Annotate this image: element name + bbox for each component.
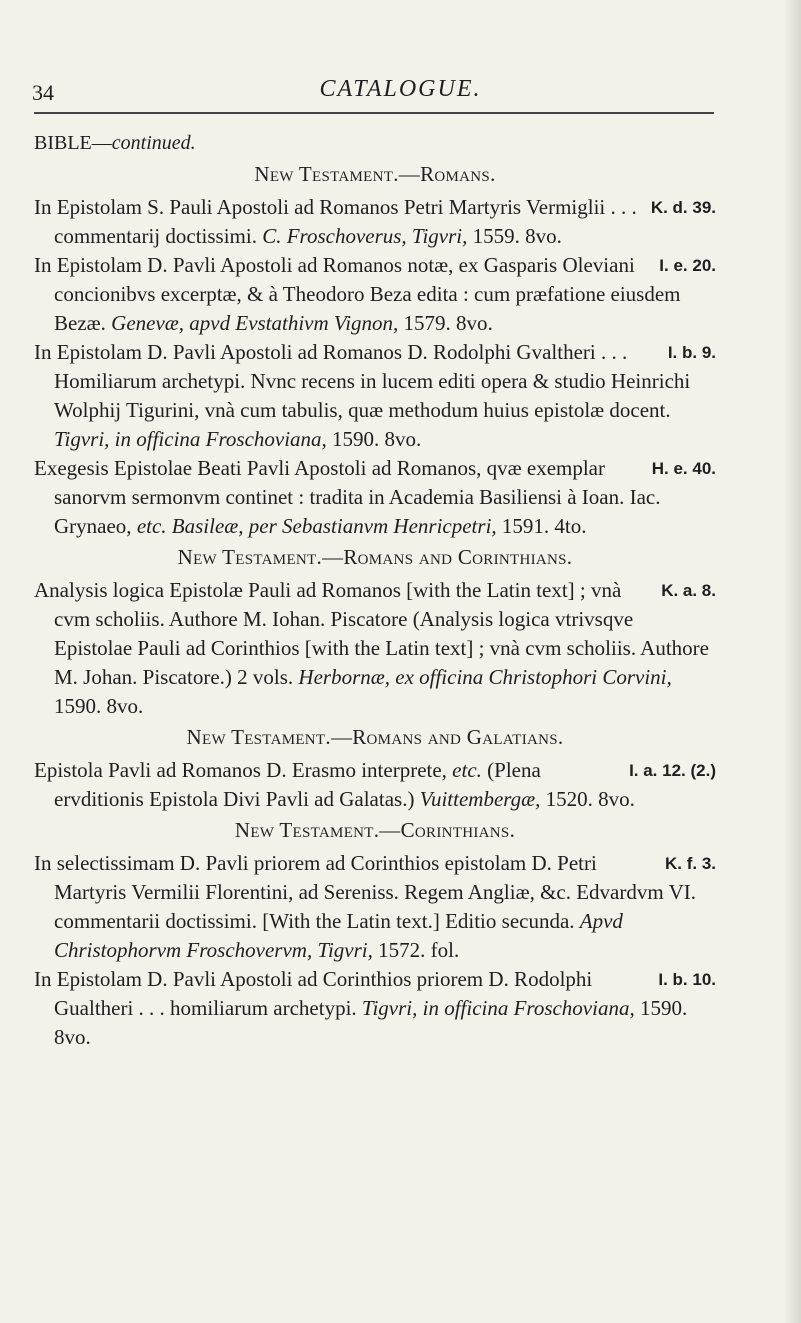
running-title: CATALOGUE.	[319, 76, 482, 102]
shelfmark: K. a. 8.	[661, 581, 716, 600]
entry-date-format: 1590. 8vo.	[326, 427, 422, 451]
entry-date-format: 1559. 8vo.	[467, 224, 562, 248]
entry-title: Analysis logica Epistolæ Pauli ad Romanos [with the Latin text] ; vnà cvm scholiis. Authore M. Iohan. Piscatore (Analysis logica vtrivsqve Epistolae Pauli ad Corinthios [with the Latin text] ; vnà cvm scholiis. Authore M. Johan. Piscatore.) 2 vols.	[34, 578, 709, 689]
section-heading: New Testament.—Romans and Galatians.	[186, 725, 564, 749]
page-number: 34	[32, 80, 54, 105]
entry-imprint-place: Vuittembergæ,	[419, 787, 541, 811]
catalogue-entry	[34, 454, 716, 541]
catalogue-body	[34, 128, 716, 1052]
catalogue-entry	[34, 193, 716, 251]
bible-heading	[34, 128, 716, 158]
entry-title: Epistola Pavli ad Romanos D. Erasmo interprete,	[34, 758, 453, 782]
shelfmark: K. f. 3.	[664, 854, 716, 873]
header-rule	[34, 112, 714, 114]
bible-label: BIBLE—	[34, 132, 112, 154]
catalogue-entry	[34, 849, 716, 965]
shelfmark: K. d. 39.	[650, 198, 716, 217]
entry-imprint: Tigvri, in officina Froschoviana,	[361, 996, 635, 1020]
shelfmark: I. a. 12. (2.)	[629, 761, 716, 780]
shelfmark: I. e. 20.	[659, 256, 716, 275]
section-heading: New Testament.—Romans and Corinthians.	[177, 545, 573, 569]
entry-date-format: 1520. 8vo.	[540, 787, 635, 811]
entry-date-format: 1579. 8vo.	[398, 311, 493, 335]
entry-imprint: C. Froschoverus, Tigvri,	[262, 224, 468, 248]
shelfmark: H. e. 40.	[651, 459, 716, 478]
entry-title: In Epistolam D. Pavli Apostoli ad Romanos notæ, ex Gasparis Oleviani concionibvs excerptæ, & à Theodoro Beza edita : cum præfatione eiusdem Bezæ.	[34, 253, 681, 335]
continued-label: continued.	[111, 132, 196, 154]
page-edge-shadow	[783, 0, 801, 1323]
entry-imprint: Apvd Christophorvm Froschovervm, Tigvri,	[54, 909, 623, 962]
entry-date-format: 1590. 8vo.	[54, 694, 144, 718]
sections-container	[34, 159, 716, 1052]
section-heading: New Testament.—Corinthians.	[234, 818, 516, 842]
entry-date-format: 1591. 4to.	[496, 514, 587, 538]
entry-title: In selectissimam D. Pavli priorem ad Corinthios epistolam D. Petri Martyris Vermilii Florentini, ad Sereniss. Regem Angliæ, &c. Edvardvm VI. commentarii doctissimi. [With the Latin text.] Editio secunda.	[34, 851, 696, 933]
catalogue-entry	[34, 251, 716, 338]
entry-date-format: 1572. fol.	[372, 938, 460, 962]
catalogue-entry	[34, 756, 716, 814]
entry-date-format: 1590. 8vo.	[54, 996, 688, 1049]
entry-title: In Epistolam D. Pavli Apostoli ad Romanos D. Rodolphi Gvaltheri . . . Homiliarum archetypi. Nvnc recens in lucem editi opera & studio Heinrichi Wolphij Tigurini, vnà cum tabulis, quæ methodum huius epistolæ docent.	[34, 340, 691, 422]
catalogue-entry	[34, 576, 716, 721]
entry-imprint: Tigvri, in officina Froschoviana,	[54, 427, 327, 451]
section-heading: New Testament.—Romans.	[254, 162, 496, 186]
catalogue-entry	[34, 965, 716, 1052]
entry-imprint: etc.	[452, 758, 482, 782]
entry-imprint: etc. Basileæ, per Sebastianvm Henricpetri,	[136, 514, 497, 538]
entry-imprint: Herbornæ, ex officina Christophori Corvini,	[298, 665, 672, 689]
entry-title: In Epistolam D. Pavli Apostoli ad Corinthios priorem D. Rodolphi Gualtheri . . . homiliarum archetypi.	[34, 967, 593, 1020]
catalogue-entry	[34, 338, 716, 454]
entry-title: In Epistolam S. Pauli Apostoli ad Romanos Petri Martyris Vermiglii . . . commentarij doctissimi.	[34, 195, 637, 248]
entry-title: Exegesis Epistolae Beati Pavli Apostoli ad Romanos, qvæ exemplar sanorvm sermonvm continet : tradita in Academia Basiliensi à Ioan. Iac. Grynaeo,	[34, 456, 661, 538]
shelfmark: I. b. 9.	[667, 343, 716, 362]
shelfmark: I. b. 10.	[658, 970, 716, 989]
entry-imprint: Genevæ, apvd Evstathivm Vignon,	[111, 311, 399, 335]
entry-date-format: (Plena ervditionis Epistola Divi Pavli ad Galatas.)	[54, 758, 541, 811]
